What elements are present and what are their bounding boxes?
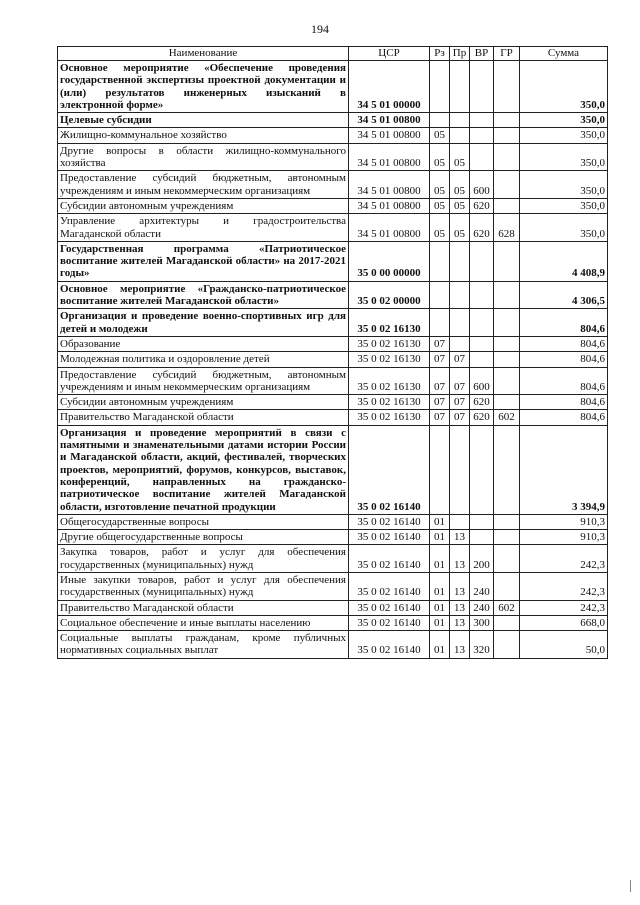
row-pr (450, 309, 470, 337)
row-pr: 07 (450, 367, 470, 395)
row-vr: 600 (470, 171, 494, 199)
row-sum: 804,6 (520, 367, 608, 395)
row-pr (450, 128, 470, 143)
table-row (58, 241, 608, 281)
row-pr (450, 336, 470, 351)
row-sum: 350,0 (520, 113, 608, 128)
row-vr: 200 (470, 545, 494, 573)
row-vr (470, 241, 494, 281)
row-sum: 804,6 (520, 410, 608, 425)
row-gr (494, 514, 520, 529)
row-vr (470, 128, 494, 143)
row-name: Правительство Магаданской области (58, 600, 349, 615)
row-vr (470, 113, 494, 128)
row-rz: 05 (430, 214, 450, 242)
row-gr (494, 143, 520, 171)
table-header-row (58, 47, 608, 61)
row-gr (494, 352, 520, 367)
row-gr (494, 281, 520, 309)
row-name: Целевые субсидии (58, 113, 349, 128)
row-csr: 35 0 02 16140 (349, 615, 430, 630)
row-rz: 07 (430, 395, 450, 410)
row-name: Основное мероприятие «Обеспечение проведения государственной экспертизы проектной документации и (или) результатов инженерных изысканий в электронной форме» (58, 61, 349, 113)
row-pr (450, 425, 470, 514)
row-name: Управление архитектуры и градостроительства Магаданской области (58, 214, 349, 242)
row-rz: 01 (430, 514, 450, 529)
row-name: Организация и проведение военно-спортивных игр для детей и молодежи (58, 309, 349, 337)
row-csr: 34 5 01 00800 (349, 214, 430, 242)
row-vr: 320 (470, 631, 494, 659)
row-name: Закупка товаров, работ и услуг для обеспечения государственных (муниципальных) нужд (58, 545, 349, 573)
row-gr (494, 128, 520, 143)
row-name: Субсидии автономным учреждениям (58, 395, 349, 410)
row-pr: 05 (450, 214, 470, 242)
row-gr (494, 61, 520, 113)
table-row (58, 572, 608, 600)
row-pr: 13 (450, 600, 470, 615)
row-gr (494, 367, 520, 395)
table-row (58, 352, 608, 367)
row-rz: 01 (430, 615, 450, 630)
row-gr (494, 336, 520, 351)
table-row (58, 198, 608, 213)
row-gr (494, 198, 520, 213)
row-gr (494, 545, 520, 573)
row-vr: 620 (470, 410, 494, 425)
row-gr (494, 615, 520, 630)
row-pr: 05 (450, 198, 470, 213)
row-pr: 05 (450, 143, 470, 171)
row-rz: 01 (430, 600, 450, 615)
header-sum: Сумма (520, 47, 608, 61)
row-rz (430, 61, 450, 113)
row-name: Молодежная политика и оздоровление детей (58, 352, 349, 367)
row-gr (494, 425, 520, 514)
row-name: Правительство Магаданской области (58, 410, 349, 425)
page-edge-mark (630, 880, 631, 892)
row-csr: 35 0 02 16130 (349, 336, 430, 351)
row-name: Общегосударственные вопросы (58, 514, 349, 529)
row-name: Другие общегосударственные вопросы (58, 530, 349, 545)
table-row (58, 336, 608, 351)
table-row (58, 143, 608, 171)
row-sum: 3 394,9 (520, 425, 608, 514)
row-vr (470, 530, 494, 545)
table-row (58, 214, 608, 242)
row-rz: 05 (430, 128, 450, 143)
row-csr: 35 0 02 16140 (349, 425, 430, 514)
table-row (58, 281, 608, 309)
row-sum: 242,3 (520, 600, 608, 615)
row-vr: 620 (470, 198, 494, 213)
row-name: Основное мероприятие «Гражданско-патриотическое воспитание жителей Магаданской области» (58, 281, 349, 309)
row-vr (470, 352, 494, 367)
row-gr (494, 241, 520, 281)
row-rz: 05 (430, 143, 450, 171)
row-csr: 35 0 02 16140 (349, 600, 430, 615)
row-vr (470, 281, 494, 309)
row-name: Образование (58, 336, 349, 351)
row-pr: 07 (450, 410, 470, 425)
row-gr: 628 (494, 214, 520, 242)
row-csr: 35 0 02 00000 (349, 281, 430, 309)
row-sum: 242,3 (520, 572, 608, 600)
row-pr: 13 (450, 545, 470, 573)
row-name: Предоставление субсидий бюджетным, автономным учреждениям и иным некоммерческим организациям (58, 367, 349, 395)
row-pr: 05 (450, 171, 470, 199)
row-vr: 300 (470, 615, 494, 630)
table-row (58, 171, 608, 199)
row-rz (430, 309, 450, 337)
row-csr: 34 5 01 00800 (349, 171, 430, 199)
row-csr: 34 5 01 00800 (349, 198, 430, 213)
row-csr: 35 0 02 16140 (349, 631, 430, 659)
table-row (58, 631, 608, 659)
table-row (58, 615, 608, 630)
row-vr (470, 425, 494, 514)
row-pr: 13 (450, 631, 470, 659)
header-pr: Пр (450, 47, 470, 61)
row-gr: 602 (494, 600, 520, 615)
row-name: Жилищно-коммунальное хозяйство (58, 128, 349, 143)
row-sum: 350,0 (520, 143, 608, 171)
row-sum: 350,0 (520, 128, 608, 143)
row-sum: 804,6 (520, 309, 608, 337)
row-name: Социальные выплаты гражданам, кроме публичных нормативных социальных выплат (58, 631, 349, 659)
table-row (58, 309, 608, 337)
row-sum: 910,3 (520, 530, 608, 545)
row-pr (450, 241, 470, 281)
page-number: 194 (311, 22, 329, 36)
row-csr: 34 5 01 00800 (349, 128, 430, 143)
row-pr (450, 514, 470, 529)
row-rz (430, 113, 450, 128)
row-rz: 07 (430, 352, 450, 367)
row-csr: 35 0 02 16130 (349, 367, 430, 395)
table-row (58, 128, 608, 143)
row-vr: 620 (470, 214, 494, 242)
row-sum: 242,3 (520, 545, 608, 573)
row-csr: 35 0 02 16140 (349, 530, 430, 545)
row-csr: 35 0 00 00000 (349, 241, 430, 281)
row-vr (470, 336, 494, 351)
table-row (58, 545, 608, 573)
header-csr: ЦСР (349, 47, 430, 61)
table-row (58, 113, 608, 128)
row-vr (470, 61, 494, 113)
row-csr: 34 5 01 00800 (349, 113, 430, 128)
row-gr (494, 395, 520, 410)
row-name: Организация и проведение мероприятий в связи с памятными и знаменательными датами истории России и Магаданской области, акций, фестивалей, творческих проектов, мероприятий, форумов, конкурсов, выставок, конференций, направленных на гражданско-патриотическое воспитание жителей Магаданской области, изготовление печатной продукции (58, 425, 349, 514)
row-csr: 35 0 02 16140 (349, 572, 430, 600)
row-vr: 240 (470, 600, 494, 615)
header-gr: ГР (494, 47, 520, 61)
row-sum: 350,0 (520, 198, 608, 213)
row-sum: 804,6 (520, 352, 608, 367)
row-sum: 4 408,9 (520, 241, 608, 281)
row-name: Иные закупки товаров, работ и услуг для обеспечения государственных (муниципальных) нужд (58, 572, 349, 600)
row-name: Другие вопросы в области жилищно-коммунального хозяйства (58, 143, 349, 171)
row-sum: 804,6 (520, 395, 608, 410)
row-pr: 07 (450, 395, 470, 410)
row-rz: 05 (430, 171, 450, 199)
table-row (58, 600, 608, 615)
row-rz: 07 (430, 367, 450, 395)
row-name: Предоставление субсидий бюджетным, автономным учреждениям и иным некоммерческим организациям (58, 171, 349, 199)
row-vr: 600 (470, 367, 494, 395)
row-name: Государственная программа «Патриотическое воспитание жителей Магаданской области» на 2017-2021 годы» (58, 241, 349, 281)
row-gr (494, 309, 520, 337)
header-name: Наименование (58, 47, 349, 61)
row-pr: 13 (450, 572, 470, 600)
row-csr: 35 0 02 16130 (349, 395, 430, 410)
row-pr: 13 (450, 615, 470, 630)
header-vr: ВР (470, 47, 494, 61)
table-row (58, 514, 608, 529)
row-gr: 602 (494, 410, 520, 425)
row-vr: 240 (470, 572, 494, 600)
row-gr (494, 530, 520, 545)
row-sum: 668,0 (520, 615, 608, 630)
row-vr (470, 143, 494, 171)
table-row (58, 367, 608, 395)
table-row (58, 410, 608, 425)
row-csr: 35 0 02 16130 (349, 309, 430, 337)
row-rz: 07 (430, 410, 450, 425)
row-csr: 35 0 02 16140 (349, 514, 430, 529)
table-row (58, 530, 608, 545)
row-sum: 910,3 (520, 514, 608, 529)
row-sum: 350,0 (520, 214, 608, 242)
row-pr (450, 113, 470, 128)
row-vr: 620 (470, 395, 494, 410)
row-pr (450, 61, 470, 113)
row-rz (430, 425, 450, 514)
row-rz: 01 (430, 572, 450, 600)
row-vr (470, 514, 494, 529)
row-name: Субсидии автономным учреждениям (58, 198, 349, 213)
row-sum: 804,6 (520, 336, 608, 351)
row-csr: 35 0 02 16140 (349, 545, 430, 573)
row-sum: 4 306,5 (520, 281, 608, 309)
table-row (58, 61, 608, 113)
row-rz: 05 (430, 198, 450, 213)
row-gr (494, 572, 520, 600)
row-sum: 350,0 (520, 171, 608, 199)
row-rz: 01 (430, 530, 450, 545)
row-rz: 07 (430, 336, 450, 351)
row-csr: 35 0 02 16130 (349, 352, 430, 367)
row-gr (494, 631, 520, 659)
row-csr: 34 5 01 00800 (349, 143, 430, 171)
row-name: Социальное обеспечение и иные выплаты населению (58, 615, 349, 630)
row-pr: 13 (450, 530, 470, 545)
table-row (58, 425, 608, 514)
table-body (58, 61, 608, 659)
row-sum: 350,0 (520, 61, 608, 113)
budget-table (57, 46, 608, 659)
row-csr: 34 5 01 00000 (349, 61, 430, 113)
row-rz: 01 (430, 545, 450, 573)
table-row (58, 395, 608, 410)
row-rz: 01 (430, 631, 450, 659)
row-rz (430, 281, 450, 309)
row-gr (494, 113, 520, 128)
row-sum: 50,0 (520, 631, 608, 659)
row-pr: 07 (450, 352, 470, 367)
row-csr: 35 0 02 16130 (349, 410, 430, 425)
row-vr (470, 309, 494, 337)
header-rz: Рз (430, 47, 450, 61)
row-gr (494, 171, 520, 199)
row-rz (430, 241, 450, 281)
row-pr (450, 281, 470, 309)
